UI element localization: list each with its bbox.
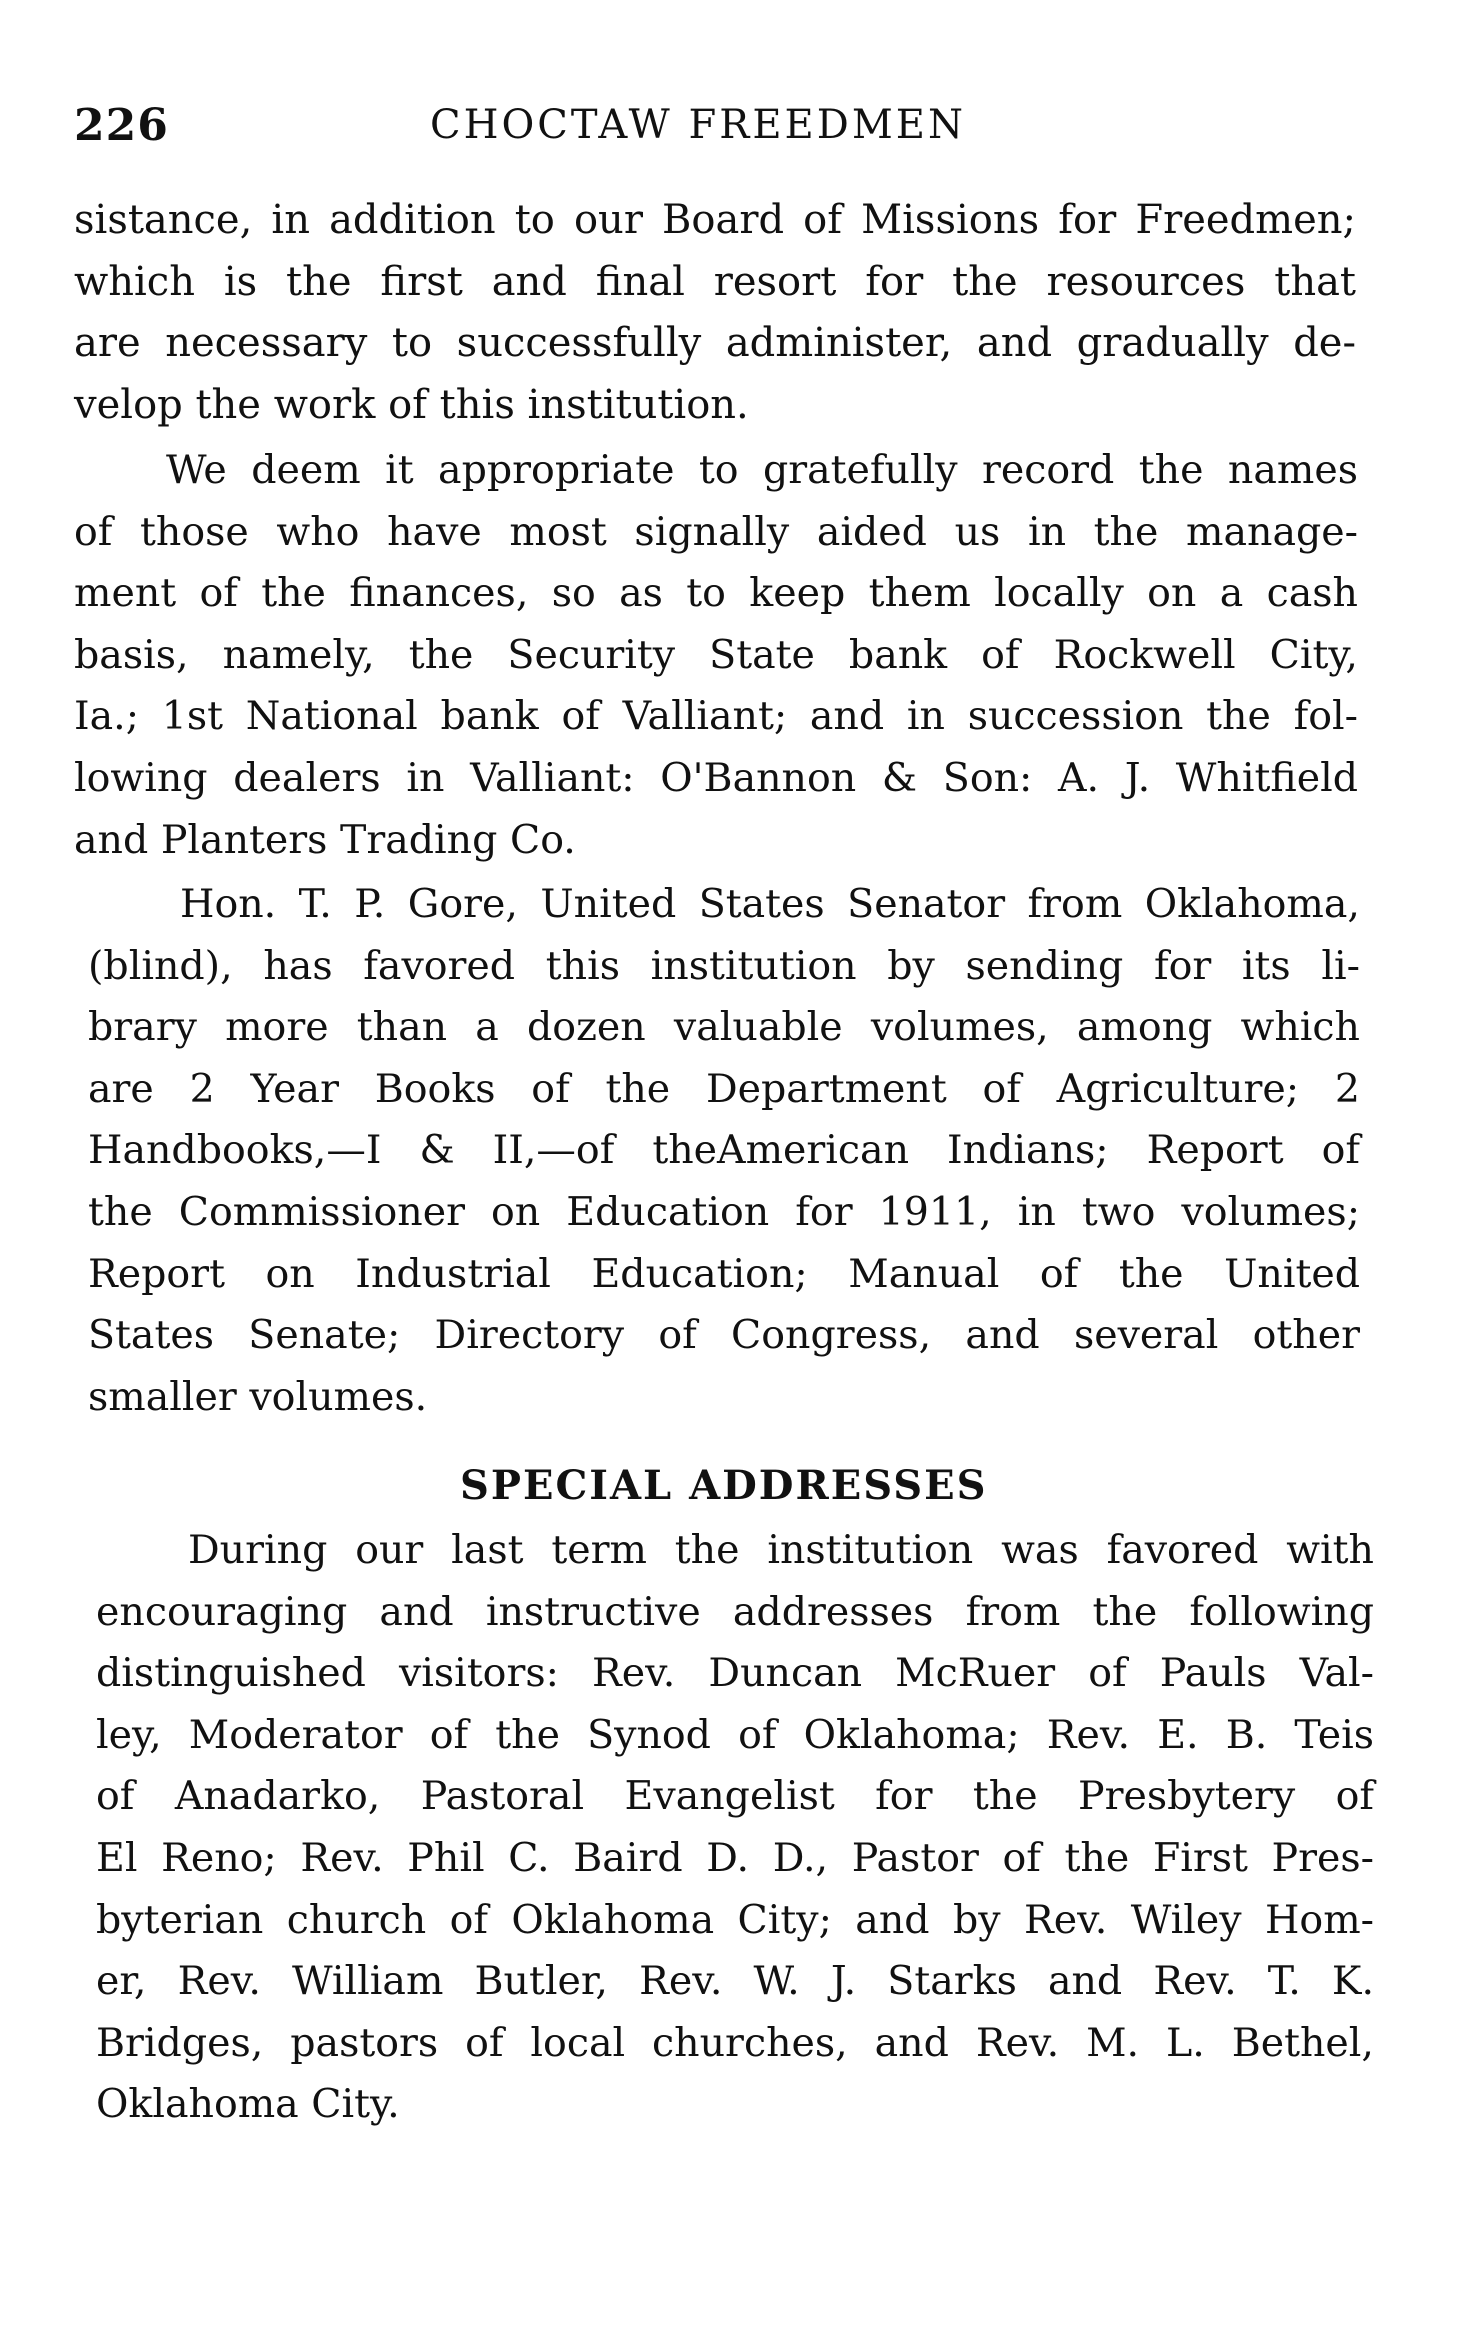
text-line: (blind), has favored this institution by sending for its li-: [88, 942, 1360, 989]
text-line: Report on Industrial Education; Manual of the United: [88, 1250, 1360, 1297]
text-line: encouraging and instructive addresses from the following: [96, 1588, 1374, 1635]
text-line: ley, Moderator of the Synod of Oklahoma; Rev. E. B. Teis: [96, 1711, 1374, 1758]
text-line: ment of the finances, so as to keep them locally on a cash: [74, 570, 1358, 617]
running-head: [74, 100, 1374, 164]
text-line: of Anadarko, Pastoral Evangelist for the Presbytery of: [96, 1773, 1374, 1820]
text-line: distinguished visitors: Rev. Duncan McRuer of Pauls Val-: [96, 1650, 1374, 1697]
paragraph-library-gift: [88, 874, 1360, 1428]
text-line: States Senate; Directory of Congress, and several other: [88, 1312, 1360, 1359]
text-line: byterian church of Oklahoma City; and by Rev. Wiley Hom-: [96, 1896, 1374, 1943]
section-heading: SPECIAL ADDRESSES: [460, 1462, 988, 1509]
text-line: which is the first and final resort for the resources that: [74, 258, 1356, 305]
page-number: 226: [74, 100, 169, 151]
text-line: sistance, in addition to our Board of Missions for Freedmen;: [74, 197, 1356, 243]
text-line: Hon. T. P. Gore, United States Senator from Oklahoma,: [180, 881, 1360, 927]
text-line: are 2 Year Books of the Department of Agriculture; 2: [88, 1065, 1360, 1112]
text-line: Handbooks,—I & II,—of theAmerican Indians; Report of: [88, 1127, 1360, 1174]
text-line: and Planters Trading Co.: [74, 816, 576, 863]
text-line: smaller volumes.: [88, 1373, 428, 1420]
text-line: er, Rev. William Butler, Rev. W. J. Starks and Rev. T. K.: [96, 1958, 1374, 2005]
text-line: velop the work of this institution.: [74, 381, 749, 428]
text-line: of those who have most signally aided us in the manage-: [74, 508, 1358, 555]
text-line: During our last term the institution was favored with: [188, 1527, 1374, 1573]
text-line: brary more than a dozen valuable volumes, among which: [88, 1004, 1360, 1051]
text-line: basis, namely, the Security State bank of Rockwell City,: [74, 631, 1358, 678]
paragraph-continuation: [74, 190, 1356, 436]
text-line: El Reno; Rev. Phil C. Baird D. D., Pastor of the First Pres-: [96, 1834, 1374, 1881]
paragraph-finances: [74, 440, 1358, 871]
text-line: Ia.; 1st National bank of Valliant; and in succession the fol-: [74, 693, 1358, 740]
text-line: lowing dealers in Valliant: O'Bannon & Son: A. J. Whitfield: [74, 754, 1358, 801]
text-line: the Commissioner on Education for 1911, in two volumes;: [88, 1188, 1360, 1235]
text-line: Oklahoma City.: [96, 2081, 400, 2128]
text-line: Bridges, pastors of local churches, and Rev. M. L. Bethel,: [96, 2019, 1374, 2066]
text-line: We deem it appropriate to gratefully record the names: [166, 447, 1358, 493]
text-line: are necessary to successfully administer, and gradually de-: [74, 320, 1356, 367]
paragraph-special-addresses: [96, 1520, 1374, 2136]
running-title: CHOCTAW FREEDMEN: [430, 102, 966, 148]
